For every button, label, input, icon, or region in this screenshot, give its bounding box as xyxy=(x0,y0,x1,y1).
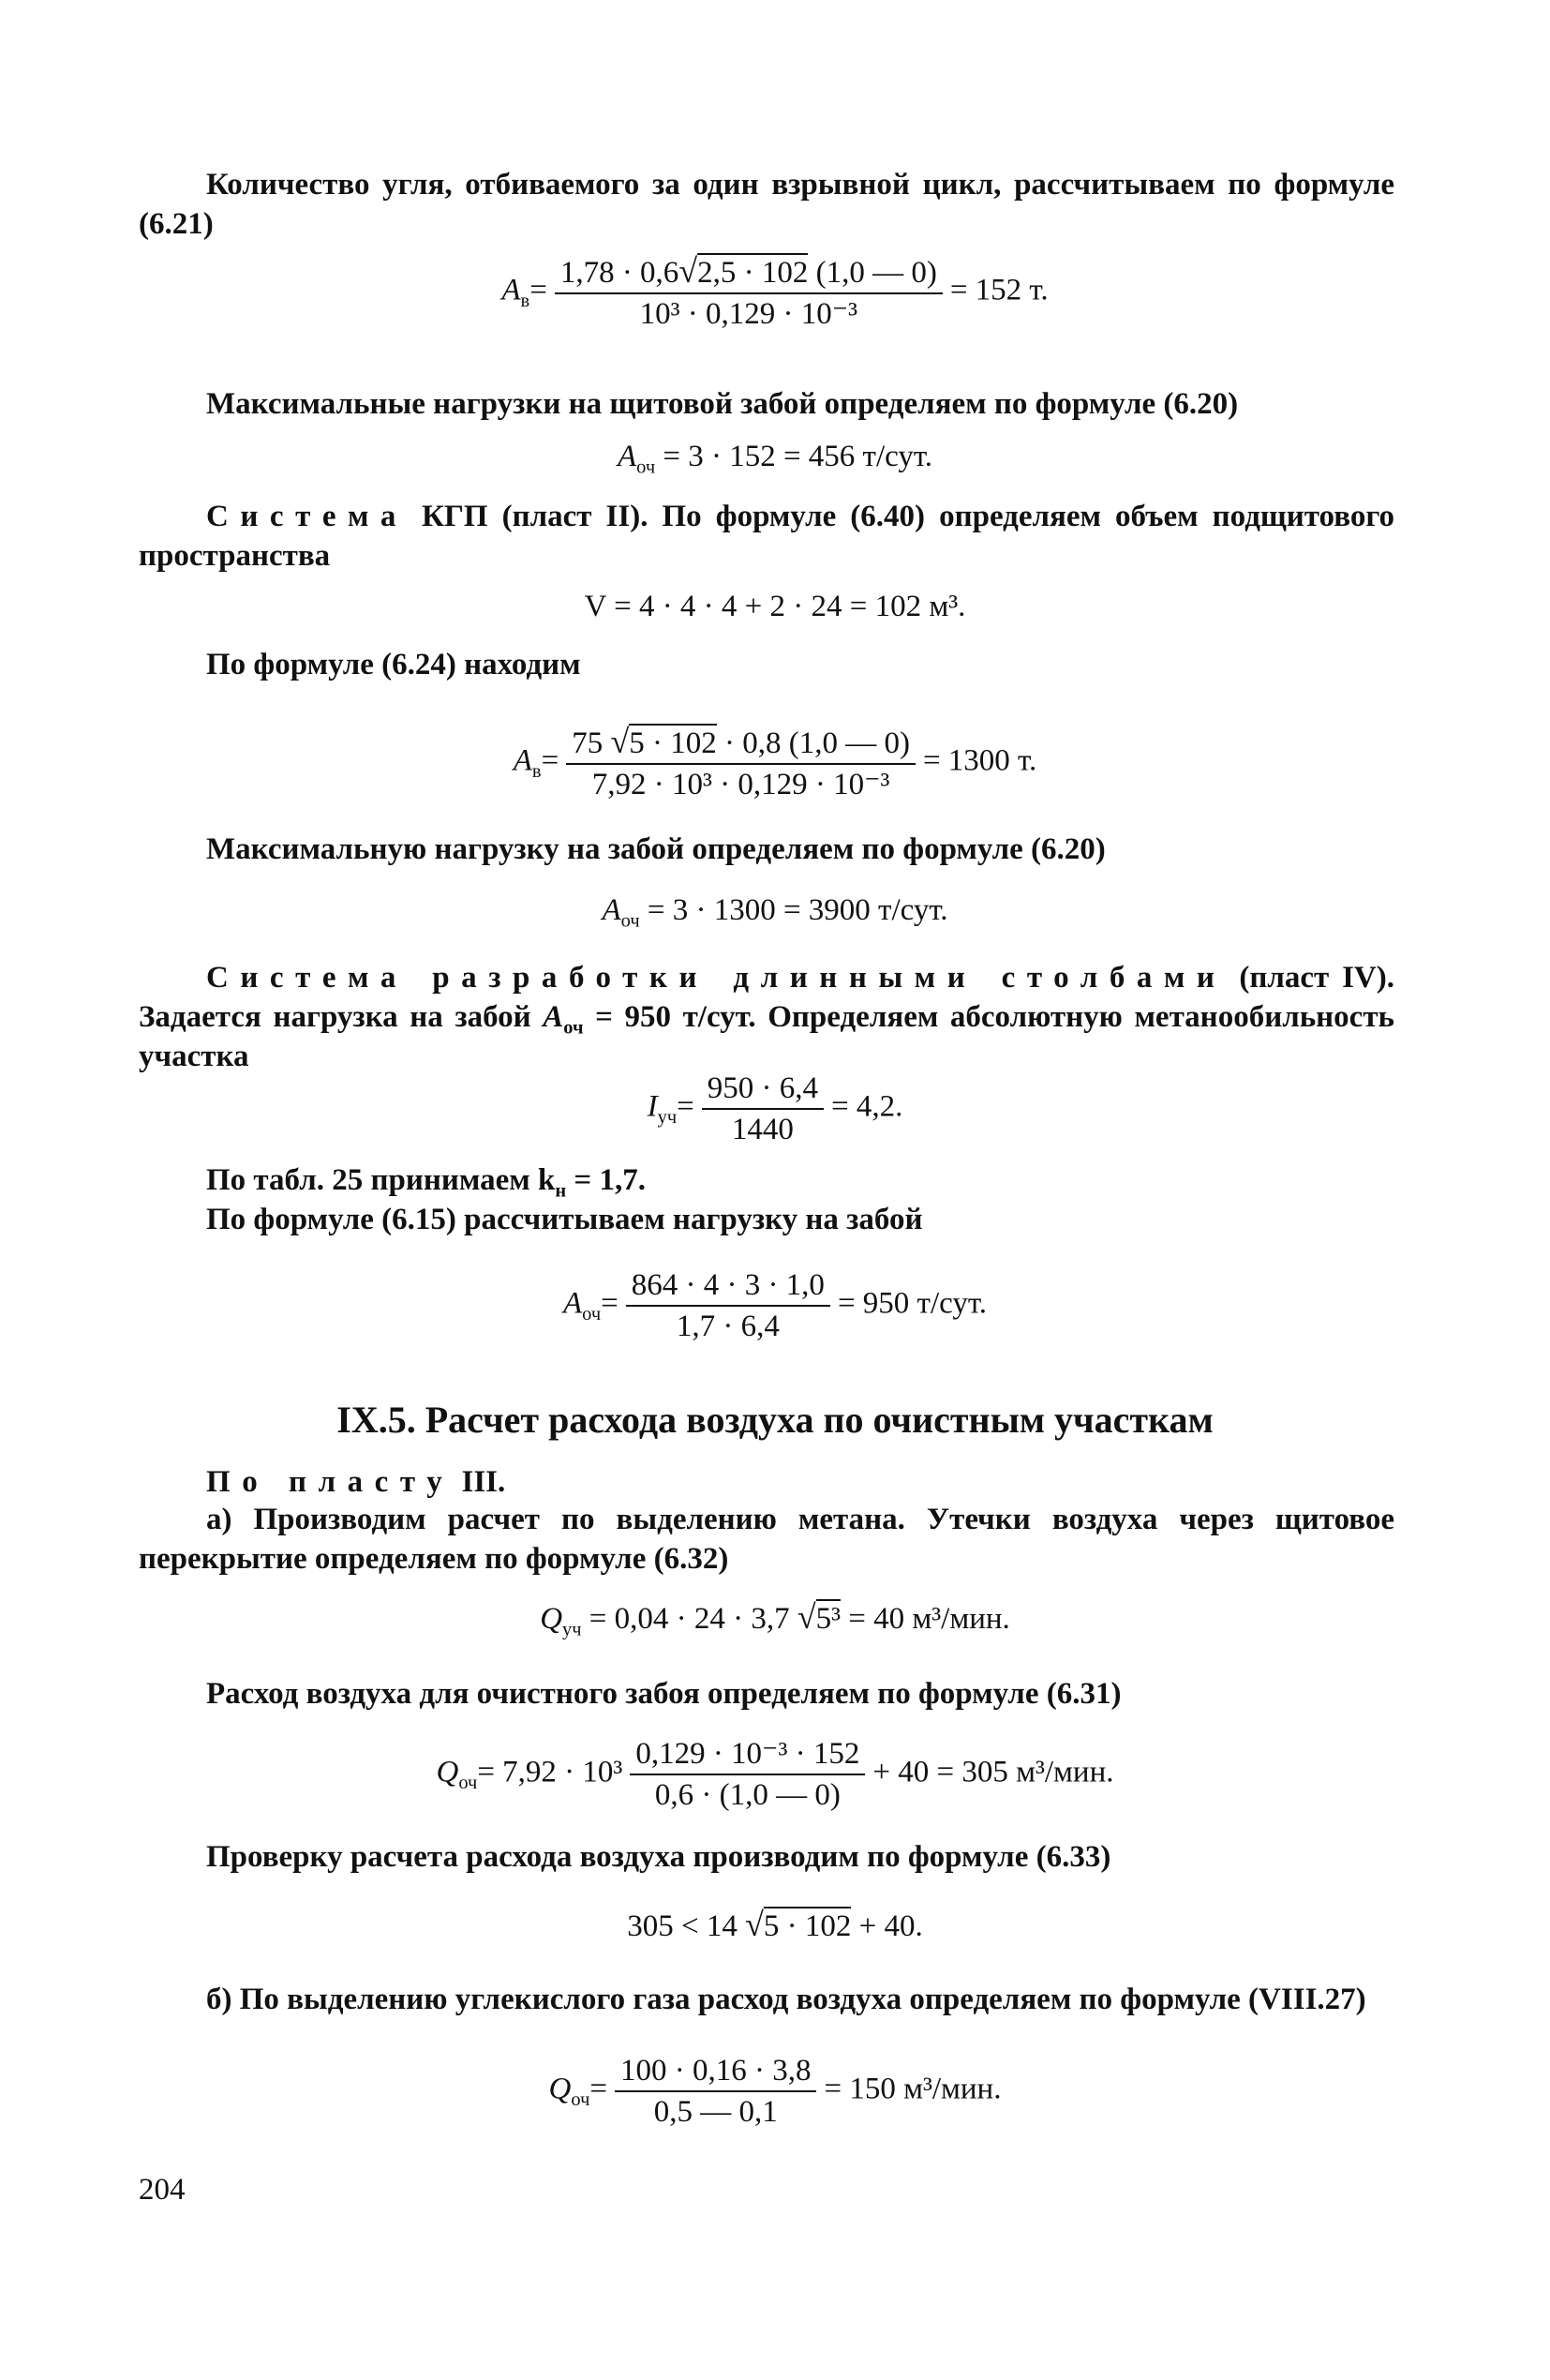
paragraph-air-flow: Расход воздуха для очистного забоя определяем по формуле (6.31) xyxy=(206,1677,1122,1711)
paragraph-table-25: По табл. 25 принимаем $k_н = 1,7$. xyxy=(206,1163,646,1202)
formula-a-och-1: $А_{оч} = 3 \cdot 152 = 456$ т/сут. xyxy=(617,440,933,478)
fraction: $\frac{864 \cdot 4 \cdot 3 \cdot 1,0}{1,7 \cdot 6,4}$ xyxy=(626,1265,830,1346)
paragraph-longwall-system: Система разработки длинными столбами (пласт IV). Задается нагрузка на забой $А_{оч} = 950$ т/сут. Определяем абсолютную метанообильность участка xyxy=(139,961,1395,1073)
formula-volume: V = 4 · 4 · 4 + 2 · 24 = 102 м³. xyxy=(584,590,966,623)
fraction: $\frac{\text{0,129 · 10⁻³ · 152}}{0,6 \cdot (1,0 — 0)}$ xyxy=(630,1734,865,1815)
page-number: 204 xyxy=(139,2173,186,2207)
section-heading: IX.5. Расчет расхода воздуха по очистным участкам xyxy=(336,1399,1214,1441)
formula-6-32: $Q_{уч} = 0,04 \cdot 24 \cdot 3,7$ √5³ = 40 м³/мин. xyxy=(540,1598,1010,1640)
formula-6-33: 305 < 14 √5 · 102 + 40. xyxy=(627,1906,923,1943)
paragraph-formula-6-15: По формуле (6.15) рассчитываем нагрузку на забой xyxy=(206,1203,923,1236)
fraction: $\frac{1,78 \cdot 0,6√2,5 \cdot 102 (1,0 — 0)}{\text{10³ · 0,129 · 10⁻³}}$ xyxy=(555,251,943,334)
paragraph-max-loads: Максимальные нагрузки на щитовой забой определяем по формуле (6.20) xyxy=(206,387,1239,421)
fraction: $\frac{75 √5 \cdot 102 \cdot 0,8 (1,0 — 0)}{\text{7,92 · 10³ · 0,129 · 10⁻³}}$ xyxy=(566,722,916,804)
paragraph-formula-6-24: По формуле (6.24) находим xyxy=(206,648,581,681)
formula-viii-27: $Q_{оч}=$ $\frac{100 \cdot 0,16 \cdot 3,8}{0,5 — 0,1}$ = 150 м³/мин. xyxy=(0,2051,1550,2132)
formula-6-31: $Q_{оч}= 7,92 \cdot 10^3$ $\frac{\text{0,129 · 10⁻³ · 152}}{0,6 \cdot (1,0 — 0)}$ + 40 = 305 м³/мин. xyxy=(0,1734,1550,1815)
paragraph-max-load-face: Максимальную нагрузку на забой определяем по формуле (6.20) xyxy=(206,832,1106,866)
fraction: $\frac{100 \cdot 0,16 \cdot 3,8}{0,5 — 0,1}$ xyxy=(615,2051,816,2132)
formula-6-24: $А_в=$ $\frac{75 √5 \cdot 102 \cdot 0,8 (1,0 — 0)}{\text{7,92 · 10³ · 0,129 · 10⁻³}}$ = 1300 т. xyxy=(0,722,1550,804)
radical: 2,5 · 102 xyxy=(697,253,808,290)
formula-methane: $I_{уч}=$ $\frac{950 \cdot 6,4}{1440}$ = 4,2. xyxy=(0,1069,1550,1149)
paragraph-kgp-system: Система КГП (пласт II). По формуле (6.40) определяем объем подщитового пространства xyxy=(139,500,1394,573)
fraction: $\frac{950 \cdot 6,4}{1440}$ xyxy=(702,1069,824,1149)
paragraph-seam-3: По пласту III. xyxy=(206,1465,506,1499)
radical: 5³ xyxy=(816,1599,841,1636)
radical: 5 · 102 xyxy=(629,724,717,760)
formula-6-15: $А_{оч}=$ $\frac{864 \cdot 4 \cdot 3 \cdot 1,0}{1,7 \cdot 6,4}$ = 950 т/сут. xyxy=(0,1265,1550,1346)
formula-6-21: $А_в=$ $\frac{1,78 \cdot 0,6√2,5 \cdot 102 (1,0 — 0)}{\text{10³ · 0,129 · 10⁻³}}$ = 152 т. xyxy=(0,251,1550,334)
paragraph-coal-quantity: Количество угля, отбиваемого за один взрывной цикл, рассчитываем по формуле (6.21) xyxy=(139,168,1394,241)
radical: 5 · 102 xyxy=(764,1907,852,1943)
paragraph-methane-calc: а) Производим расчет по выделению метана. Утечки воздуха через щитовое перекрытие определяем по формуле (6.32) xyxy=(139,1503,1394,1576)
formula-a-och-2: $А_{оч} = 3 \cdot 1300 = 3900$ т/сут. xyxy=(602,893,948,932)
paragraph-check: Проверку расчета расхода воздуха производим по формуле (6.33) xyxy=(206,1840,1111,1874)
paragraph-co2: б) По выделению углекислого газа расход воздуха определяем по формуле (VIII.27) xyxy=(206,1983,1366,2016)
